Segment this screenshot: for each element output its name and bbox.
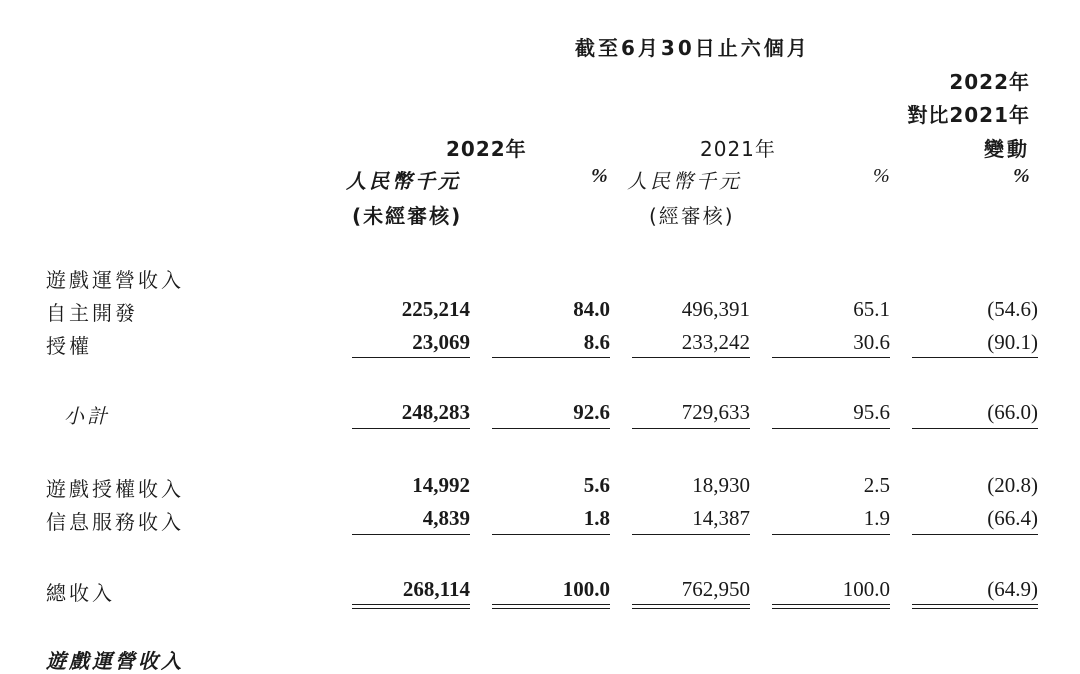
cell-total-2021: 762,950 <box>681 577 750 601</box>
double-rule-total-2022 <box>352 604 470 609</box>
rule-info-2021 <box>632 534 750 535</box>
cell-licensed-2021-pct: 30.6 <box>853 330 890 354</box>
double-rule-total-change <box>912 604 1038 609</box>
cell-game-licensing-2022-pct: 5.6 <box>583 473 610 497</box>
cell-subtotal-2021: 729,633 <box>681 400 750 424</box>
cell-licensed-2022: 23,069 <box>412 330 470 354</box>
audit-2021: (經審核) <box>649 204 735 228</box>
period-title: 截至6月30日止六個月 <box>575 36 810 60</box>
cell-subtotal-2021-pct: 95.6 <box>853 400 890 424</box>
rule-info-2022 <box>352 534 470 535</box>
cell-game-licensing-2021-pct: 2.5 <box>863 473 890 497</box>
col-header-2021: 2021年 <box>700 137 776 161</box>
cell-self-dev-2021-pct: 65.1 <box>853 297 890 321</box>
row-label-subtotal: 小計 <box>64 404 110 428</box>
cell-subtotal-2022: 248,283 <box>401 400 470 424</box>
row-label-self-developed: 自主開發 <box>46 301 138 325</box>
cell-licensed-2022-pct: 8.6 <box>583 330 610 354</box>
cell-game-licensing-2021: 18,930 <box>692 473 750 497</box>
rule-subtotal-2022-pct <box>492 428 610 429</box>
rule-subtotal-2021 <box>632 428 750 429</box>
cell-licensed-2021: 233,242 <box>681 330 750 354</box>
rule-subtotal-2021-pct <box>772 428 890 429</box>
double-rule-total-2021-pct <box>772 604 890 609</box>
cell-self-dev-2021: 496,391 <box>681 297 750 321</box>
rule-info-2022-pct <box>492 534 610 535</box>
rule-licensed-2022 <box>352 357 470 358</box>
partial-section-heading: 遊戲運營收入 <box>46 649 184 673</box>
rule-subtotal-2022 <box>352 428 470 429</box>
pct-2021: % <box>873 165 890 187</box>
row-label-total: 總收入 <box>46 581 115 605</box>
cell-info-services-change: (66.4) <box>987 506 1038 530</box>
cell-info-services-2021-pct: 1.9 <box>863 506 890 530</box>
rule-licensed-2021 <box>632 357 750 358</box>
change-header-line2: 對比2021年 <box>907 103 1030 127</box>
rule-licensed-2022-pct <box>492 357 610 358</box>
col-header-2022: 2022年 <box>446 137 527 161</box>
row-label-game-operation: 遊戲運營收入 <box>46 268 184 292</box>
rule-licensed-change <box>912 357 1038 358</box>
cell-self-dev-2022-pct: 84.0 <box>573 297 610 321</box>
cell-info-services-2022-pct: 1.8 <box>583 506 610 530</box>
change-header-line3: 變動 <box>984 137 1030 161</box>
pct-2022: % <box>591 165 608 187</box>
cell-total-2021-pct: 100.0 <box>842 577 890 601</box>
cell-subtotal-2022-pct: 92.6 <box>573 400 610 424</box>
cell-info-services-2021: 14,387 <box>692 506 750 530</box>
unit-2021: 人民幣千元 <box>627 169 742 193</box>
row-label-licensed: 授權 <box>46 334 92 358</box>
rule-licensed-2021-pct <box>772 357 890 358</box>
double-rule-total-2022-pct <box>492 604 610 609</box>
cell-total-2022-pct: 100.0 <box>562 577 610 601</box>
cell-game-licensing-2022: 14,992 <box>412 473 470 497</box>
change-header-line1: 2022年 <box>949 70 1030 94</box>
row-label-game-licensing: 遊戲授權收入 <box>46 477 184 501</box>
cell-total-change: (64.9) <box>987 577 1038 601</box>
rule-subtotal-change <box>912 428 1038 429</box>
rule-info-change <box>912 534 1038 535</box>
cell-info-services-2022: 4,839 <box>422 506 470 530</box>
cell-subtotal-change: (66.0) <box>987 400 1038 424</box>
cell-self-dev-2022: 225,214 <box>401 297 470 321</box>
cell-total-2022: 268,114 <box>402 577 470 601</box>
cell-self-dev-change: (54.6) <box>987 297 1038 321</box>
cell-licensed-change: (90.1) <box>987 330 1038 354</box>
cell-game-licensing-change: (20.8) <box>987 473 1038 497</box>
double-rule-total-2021 <box>632 604 750 609</box>
row-label-info-services: 信息服務收入 <box>46 510 184 534</box>
unit-2022: 人民幣千元 <box>346 169 461 193</box>
audit-2022: (未經審核) <box>352 204 463 228</box>
pct-change: % <box>1013 165 1030 187</box>
rule-info-2021-pct <box>772 534 890 535</box>
